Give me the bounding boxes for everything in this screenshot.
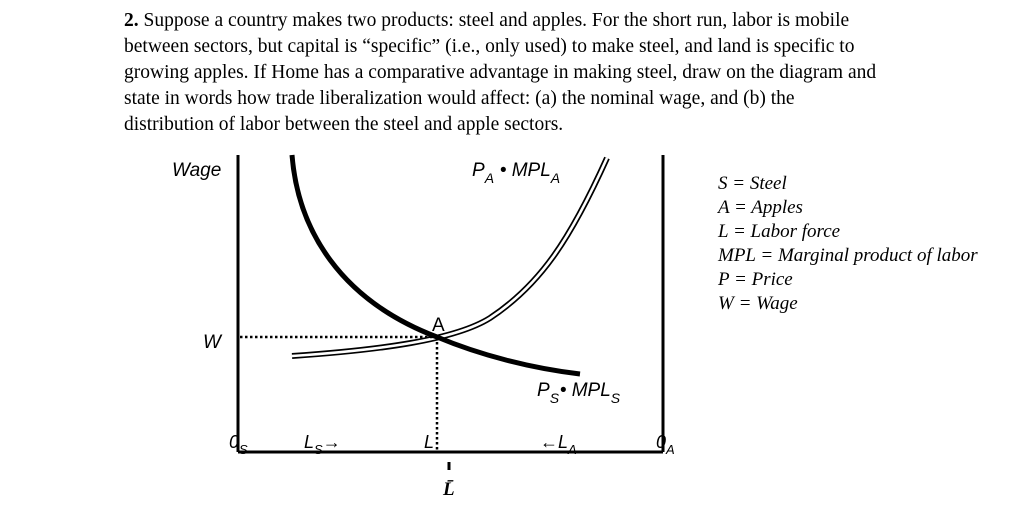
origin-apples-label: $0_A$ [656, 432, 675, 457]
apples-mpl-curve-inner [292, 158, 607, 356]
question-line-1: 2. Suppose a country makes two products: steel and apples. For the short run, labor is mobile [124, 10, 850, 31]
question-line-4: state in words how trade liberalization would affect: (a) the nominal wage, and (b) the [124, 88, 795, 109]
apples-curve-label: $P_A$ • $MPL_A$ [472, 160, 561, 186]
question-line-3: growing apples. If Home has a comparative advantage in making steel, draw on the diagram and [124, 62, 877, 83]
wage-label: W [203, 332, 221, 353]
legend-item-labor-force: L = Labor force [718, 221, 841, 242]
equilibrium-label: A [432, 315, 445, 336]
legend-item-price: P = Price [718, 269, 793, 290]
total-labor-label: L̄ [443, 479, 455, 500]
legend-item-mpl: MPL = Marginal product of labor [718, 245, 978, 266]
steel-mpl-curve [292, 155, 580, 374]
question-line-5: distribution of labor between the steel and apple sectors. [124, 114, 564, 135]
labor-steel-label: $L_S\to$ [304, 432, 341, 457]
legend-item-steel: S = Steel [718, 173, 787, 194]
apples-mpl-curve-outer [292, 158, 607, 356]
legend-item-wage: W = Wage [718, 293, 798, 314]
origin-steel-label: $0_S$ [229, 432, 248, 457]
labor-point-label: L [424, 432, 435, 452]
question-number: 2. [124, 10, 139, 31]
labor-apples-label: $\leftarrow L_A$ [540, 432, 577, 457]
y-axis-label: Wage [172, 160, 222, 181]
legend [718, 172, 978, 316]
question-line-2: between sectors, but capital is “specific” (i.e., only used) to make steel, and land is specific to [124, 36, 855, 57]
steel-curve-label: $P_S•$ $MPL_S$ [537, 380, 621, 406]
legend-item-apples: A = Apples [718, 197, 803, 218]
